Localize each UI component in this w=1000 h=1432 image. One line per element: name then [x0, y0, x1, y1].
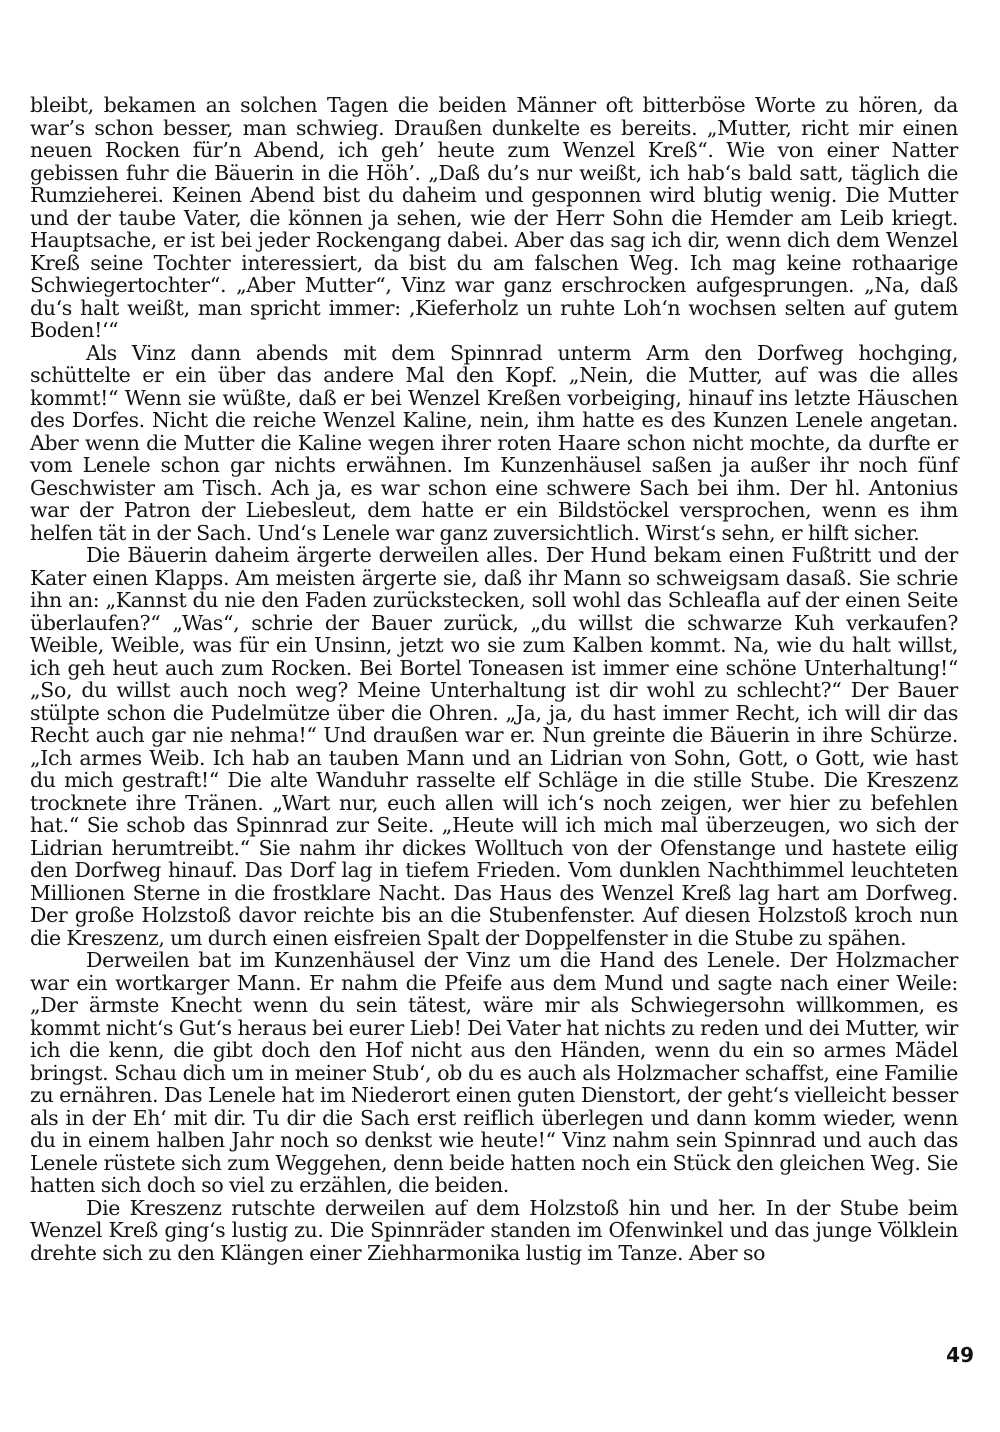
paragraph-5: Die Kreszenz rutschte derweilen auf dem Holzstoß hin und her. In der Stube beim Wenzel Kreß ging‘s lustig zu. Die Spinnräder standen im Ofenwinkel und das junge Völklein drehte sich zu den Klängen einer Ziehharmonika lustig im Tanze. Aber so	[30, 1195, 958, 1265]
book-page	[30, 94, 958, 1414]
paragraph-3: Die Bäuerin daheim ärgerte derweilen alles. Der Hund bekam einen Fußtritt und der Kater einen Klapps. Am meisten ärgerte sie, daß ihr Mann so schweigsam dasaß. Sie schrie ihn an: „Kannst du nie den Faden zurückstecken, soll wohl das Schleafla auf der einen Seite überlaufen?“ „Was“, schrie der Bauer zurück, „du willst die schwarze Kuh verkaufen? Weible, Weible, was für ein Unsinn, jetzt wo sie zum Kalben kommt. Na, wie du halt willst, ich geh heut auch zum Rocken. Bei Bortel Toneasen ist immer eine schöne Unterhaltung!“ „So, du willst auch noch weg? Meine Unterhaltung ist dir wohl zu schlecht?“ Der Bauer stülpte schon die Pudelmütze über die Ohren. „Ja, ja, du hast immer Recht, ich will dir das Recht auch gar nie nehma!“ Und draußen war er. Nun greinte die Bäuerin in ihre Schürze. „Ich armes Weib. Ich hab an tauben Mann und an Lidrian von Sohn, Gott, o Gott, wie hast du mich gestraft!“ Die alte Wanduhr rasselte elf Schläge in die stille Stube. Die Kreszenz trocknete ihre Tränen. „Wart nur, euch allen will ich‘s noch zeigen, wer hier zu befehlen hat.“ Sie schob das Spinnrad zur Seite. „Heute will ich mich mal überzeugen, wo sich der Lidrian herumtreibt.“ Sie nahm ihr dickes Wolltuch von der Ofenstange und hastete eilig den Dorfweg hinauf. Das Dorf lag in tiefem Frieden. Vom dunklen Nachthimmel leuchteten Millionen Sterne in die frostklare Nacht. Das Haus des Wenzel Kreß lag hart am Dorfweg. Der große Holzstoß davor reichte bis an die Stubenfenster. Auf diesen Holzstoß kroch nun die Kreszenz, um durch einen eisfreien Spalt der Doppelfenster in die Stube zu spähen.	[30, 543, 958, 950]
paragraph-1: bleibt, bekamen an solchen Tagen die beiden Männer oft bitterböse Worte zu hören, da war’s schon besser, man schwieg. Draußen dunkelte es bereits. „Mutter, richt mir einen neuen Rocken für’n Abend, ich geh’ heute zum Wenzel Kreß“. Wie von einer Natter gebissen fuhr die Bäuerin in die Höh’. „Daß du’s nur weißt, ich hab‘s bald satt, täglich die Rumzieherei. Keinen Abend bist du daheim und gesponnen wird blutig wenig. Die Mutter und der taube Vater, die können ja sehen, wie der Herr Sohn die Hemder am Leib kriegt. Hauptsache, er ist bei jeder Rockengang dabei. Aber das sag ich dir, wenn dich dem Wenzel Kreß seine Tochter interessiert, da bist du am falschen Weg. Ich mag keine rothaarige Schwiegertochter“. „Aber Mutter“, Vinz war ganz erschrocken aufgesprungen. „Na, daß du‘s halt weißt, man spricht immer: ‚Kieferholz un ruhte Loh‘n wochsen selten auf gutem Boden!‘“	[30, 93, 958, 342]
page-number: 49	[946, 1343, 974, 1367]
paragraph-2: Als Vinz dann abends mit dem Spinnrad unterm Arm den Dorfweg hochging, schüttelte er ein über das andere Mal den Kopf. „Nein, die Mutter, auf was die alles kommt!“ Wenn sie wüßte, daß er bei Wenzel Kreßen vorbeiging, hinauf ins letzte Häuschen des Dorfes. Nicht die reiche Wenzel Kaline, nein, ihm hatte es des Kunzen Lenele angetan. Aber wenn die Mutter die Kaline wegen ihrer roten Haare schon nicht mochte, da durfte er vom Lenele schon gar nichts erwähnen. Im Kunzenhäusel saßen ja außer ihr noch fünf Geschwister am Tisch. Ach ja, es war schon eine schwere Sach bei ihm. Der hl. Antonius war der Patron der Liebesleut, dem hatte er ein Bildstöckel versprochen, wenn es ihm helfen tät in der Sach. Und‘s Lenele war ganz zuversichtlich. Wirst‘s sehn, er hilft sicher.	[30, 340, 958, 545]
body-text	[30, 94, 958, 1264]
paragraph-4: Derweilen bat im Kunzenhäusel der Vinz um die Hand des Lenele. Der Holzmacher war ein wortkarger Mann. Er nahm die Pfeife aus dem Mund und sagte nach einer Weile: „Der ärmste Knecht wenn du sein tätest, wäre mir als Schwiegersohn willkommen, es kommt nicht‘s Gut‘s heraus bei eurer Lieb! Dei Vater hat nichts zu reden und dei Mutter, wir ich die kenn, die gibt doch den Hof nicht aus den Händen, wenn du ein so armes Mädel bringst. Schau dich um in meiner Stub‘, ob du es auch als Holzmacher schaffst, eine Familie zu ernähren. Das Lenele hat im Niederort einen guten Dienstort, der geht‘s vielleicht besser als in der Eh‘ mit dir. Tu dir die Sach erst reiflich überlegen und dann komm wieder, wenn du in einem halben Jahr noch so denkst wie heute!“ Vinz nahm sein Spinnrad und auch das Lenele rüstete sich zum Weggehen, denn beide hatten noch ein Stück den gleichen Weg. Sie hatten sich doch so viel zu erzählen, die beiden.	[30, 948, 958, 1197]
